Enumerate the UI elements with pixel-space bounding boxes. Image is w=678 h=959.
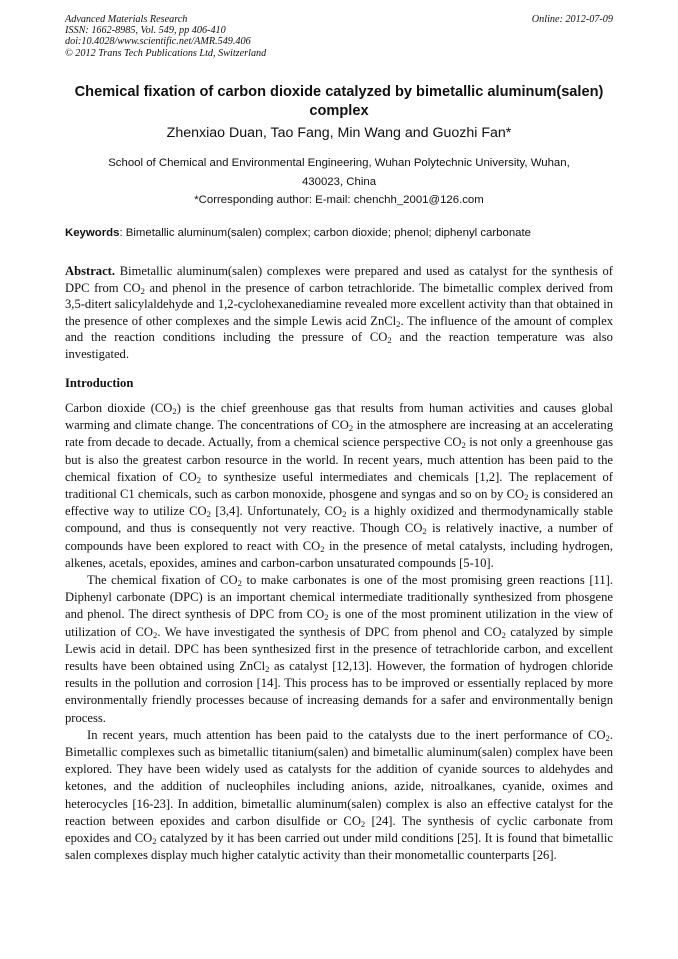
- body-text: to synthesize useful intermediates and chemicals [1,2]. The replacement of traditional C1 chemicals, such as carbon monoxide, phosgene and syngas and so on by CO: [65, 469, 613, 502]
- subscript: 2: [387, 335, 392, 345]
- affiliation-line-2: 430023, China: [301, 175, 377, 188]
- body-text: catalyzed by simple Lewis acid in detail. DPC has been synthesized first in the presence of tetrachloride carbon, and excellent results have been obtained using ZnCl: [65, 624, 614, 674]
- author-list: Zhenxiao Duan, Tao Fang, Min Wang and Guozhi Fan*: [166, 125, 512, 141]
- body-text: is a highly oxidized and thermodynamically stable compound, and thus is consequently not very reactive. Though CO: [65, 504, 613, 536]
- subscript: 2: [140, 285, 145, 296]
- body-text: Carbon dioxide (CO: [65, 401, 173, 415]
- subscript: 2: [152, 836, 157, 847]
- body-text: in the presence of metal catalysts, including hydrogen, alkenes, acetals, epoxides, amines and carbon-carbon unsaturated compounds [5-10].: [65, 538, 613, 570]
- intro-paragraph-1: [65, 400, 613, 572]
- abstract-text: . The influence of the amount of complex and the reaction conditions including the pressure of CO: [65, 313, 613, 344]
- subscript: 2: [324, 612, 329, 623]
- body-text: In recent years, much attention has been paid to the catalysts due to the inert performance of CO: [87, 727, 606, 742]
- subscript: 2: [605, 732, 610, 743]
- keywords-text: : Bimetallic aluminum(salen) complex; carbon dioxide; phenol; diphenyl carbonate: [119, 227, 532, 239]
- journal-name: Advanced Materials Research: [65, 14, 188, 25]
- subscript: 2: [342, 509, 347, 520]
- corresponding-author[interactable]: *Corresponding author: E-mail: chenchh_2001@126.com: [194, 194, 484, 206]
- body-text: to make carbonates is one of the most promising green reactions [11]. Diphenyl carbonate (DPC) is an important chemical intermediate traditionally synthesized from phosgene and phenol. The direct synthesis of DPC from CO: [65, 573, 613, 622]
- paper-title: Chemical fixation of carbon dioxide catalyzed by bimetallic aluminum(salen) complex: [74, 84, 604, 119]
- abstract-text: Bimetallic aluminum(salen) complexes were prepared and used as catalyst for the synthesis of DPC from CO: [65, 264, 613, 295]
- section-heading-introduction: Introduction: [65, 376, 134, 390]
- issn-line: ISSN: 1662-8985, Vol. 549, pp 406-410: [65, 25, 226, 37]
- body-text: as catalyst [12,13]. However, the formation of hydrogen chloride results in the pollution and corrosion [14]. This process has to be improved or essentially replaced by more environmentally friendly processes because of increasing demands for a safer and environmentally benign process.: [65, 659, 613, 725]
- body-text: is considered an effective way to utilize CO: [65, 487, 613, 519]
- subscript: 2: [172, 406, 177, 416]
- affiliation-line-1: School of Chemical and Environmental Engineering, Wuhan Polytechnic University, Wuhan,: [108, 157, 570, 169]
- body-text: [24]. The synthesis of cyclic carbonate from epoxides and CO: [65, 813, 613, 846]
- keywords-label: Keywords: [65, 227, 120, 239]
- subscript: 2: [196, 474, 202, 485]
- subscript: 2: [153, 629, 158, 640]
- body-text: is one of the most prominent utilization in the view of utilization of CO: [65, 607, 613, 639]
- copyright-line: © 2012 Trans Tech Publications Ltd, Switzerland: [65, 47, 267, 59]
- subscript: 2: [461, 440, 466, 451]
- body-text: . We have investigated the synthesis of DPC from phenol and CO: [157, 624, 502, 639]
- journal-header: [65, 14, 266, 59]
- body-text: . Bimetallic complexes such as bimetallic titanium(salen) and bimetallic aluminum(salen) complex have been explored. They have been widely used as catalysts for the addition of cyanide sources to aldehydes and ketones, and the addition of nucleophiles including anions, azide, nitroalkanes, cyanide, oximes and heterocycles [16-23]. In addition, bimetallic aluminum(salen) complex is also an effective catalyst for the reaction between epoxides and carbon disulfide or CO: [65, 727, 613, 828]
- subscript: 2: [396, 318, 401, 329]
- subscript: 2: [501, 629, 506, 640]
- subscript: 2: [320, 543, 325, 554]
- subscript: 2: [524, 492, 529, 503]
- subscript: 2: [237, 578, 242, 589]
- body-text: is relatively inactive, a number of compounds have been explored to react with CO: [65, 521, 614, 553]
- subscript: 2: [348, 423, 354, 434]
- intro-paragraph-3: [65, 727, 613, 865]
- abstract-text: and phenol in the presence of carbon tetrachloride. The bimetallic complex derived from 3,5-ditert salicylaldehyde and 1,2-cyclohexanediamine revealed more excellent activity than that obtained in the presence of other complexes and the simple Lewis acid ZnCl: [65, 280, 613, 328]
- intro-paragraph-2: [65, 572, 613, 727]
- affiliation: [65, 154, 613, 210]
- body-text: is not only a greenhouse gas but is also the greatest carbon resource in the world. In recent years, much attention has been paid to the chemical fixation of CO: [65, 435, 613, 484]
- abstract: [65, 263, 613, 362]
- body-text: ) is the chief greenhouse gas that results from human activities and causes global warming and climate change. The concentrations of CO: [65, 401, 613, 433]
- subscript: 2: [206, 509, 211, 520]
- body-text: The chemical fixation of CO: [87, 573, 238, 588]
- introduction-body: [65, 400, 613, 864]
- keywords: [65, 227, 613, 239]
- abstract-label: Abstract.: [65, 264, 116, 278]
- abstract-text: and the reaction temperature was also investigated.: [65, 330, 613, 361]
- online-date: Online: 2012-07-09: [531, 14, 613, 25]
- body-text: in the atmosphere are increasing at an accelerating rate from decade to decade. Actually, from a chemical science perspective CO: [65, 418, 613, 450]
- doi-line[interactable]: doi:10.4028/www.scientific.net/AMR.549.406: [65, 36, 251, 48]
- subscript: 2: [265, 664, 270, 675]
- body-text: catalyzed by it has been carried out under mild conditions [25]. It is found that bimetallic salen complexes display much higher catalytic activity than their monometallic counterparts [26].: [65, 831, 613, 863]
- subscript: 2: [360, 818, 366, 829]
- body-text: [3,4]. Unfortunately, CO: [210, 504, 343, 519]
- subscript: 2: [422, 526, 427, 537]
